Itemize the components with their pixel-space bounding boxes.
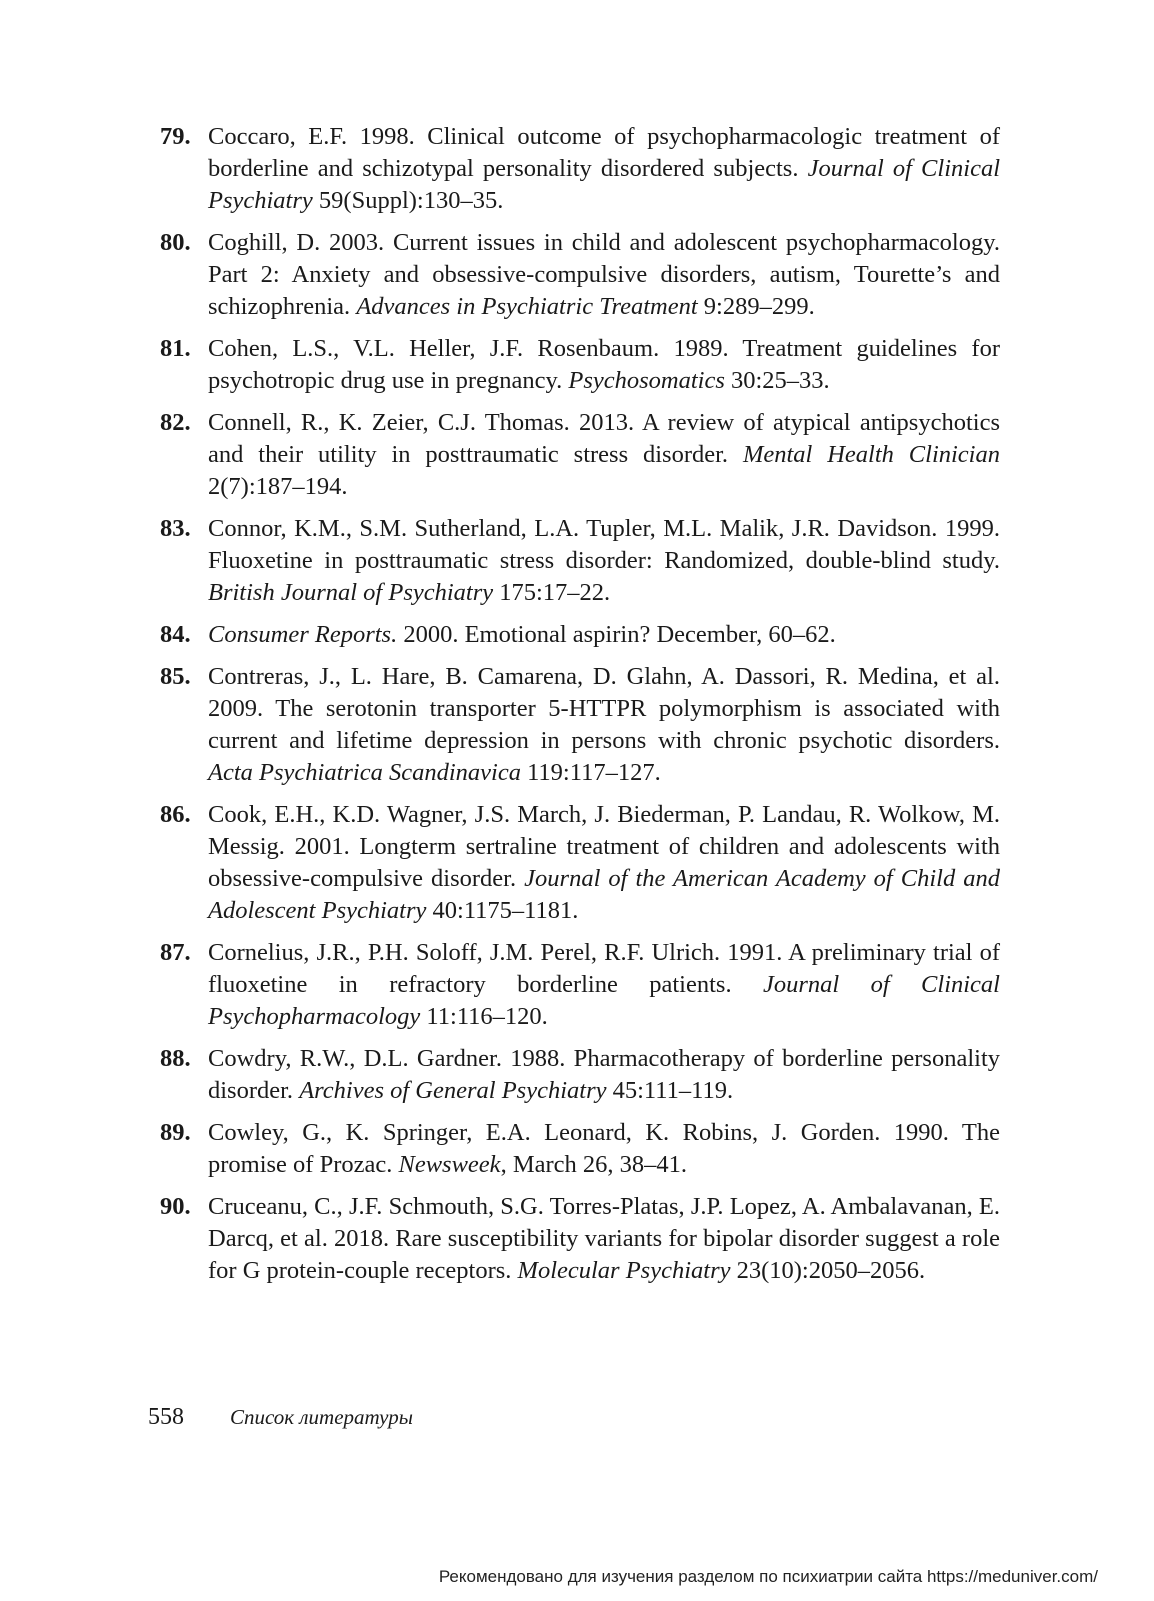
reference-text: Cowley, G., K. Springer, E.A. Leonard, K. Robins, J. Gorden. 1990. The promise of Prozac. [208,1119,1000,1178]
reference-number: 79. [160,123,191,150]
reference-journal: Acta Psychiatrica Scandinavica [208,759,521,786]
reference-text: Coccaro, E.F. 1998. Clinical outcome of psychopharmacologic treatment of borderline and schizotypal personality disordered subjects. [208,123,1000,182]
reference-journal: Journal of Clinical Psychopharmacology [208,971,1000,1030]
reference-text: Connell, R., K. Zeier, C.J. Thomas. 2013. A review of atypical antipsychotics and their utility in posttraumatic stress disorder. [208,409,1000,468]
reference-citation: 119:117–127. [520,759,661,786]
reference-entry [160,407,1000,503]
reference-citation: 30:25–33. [724,367,830,394]
reference-journal: Archives of General Psychiatry [299,1077,607,1104]
reference-entry [160,1117,1000,1181]
reference-citation: 175:17–22. [493,579,611,606]
reference-entry [160,661,1000,789]
reference-text: Contreras, J., L. Hare, B. Camarena, D. Glahn, A. Dassori, R. Medina, et al. 2009. The serotonin transporter 5-HTTPR polymorphism is associated with current and lifetime depression in persons with chronic psychotic disorders. [208,663,1000,754]
reference-journal: Journal of the American Academy of Child and Adolescent Psychiatry [208,865,1000,924]
page-number: 558 [148,1404,184,1430]
reference-entry [160,227,1000,323]
reference-text: Cruceanu, C., J.F. Schmouth, S.G. Torres-Platas, J.P. Lopez, A. Ambalavanan, E. Darcq, et al. 2018. Rare susceptibility variants for bipolar disorder suggest a role for G protein-couple receptors. [208,1193,1000,1284]
reference-citation: 40:1175–1181. [426,897,579,924]
reference-entry [160,619,1000,651]
reference-citation: 11:116–120. [420,1003,548,1030]
reference-citation: 23(10):2050–2056. [730,1257,926,1284]
reference-number: 88. [160,1045,191,1072]
reference-text: Connor, K.M., S.M. Sutherland, L.A. Tupler, M.L. Malik, J.R. Davidson. 1999. Fluoxetine in posttraumatic stress disorder: Randomized, double-blind study. [208,515,1000,574]
reference-text: Cohen, L.S., V.L. Heller, J.F. Rosenbaum. 1989. Treatment guidelines for psychotropic drug use in pregnancy. [208,335,1000,394]
reference-journal: Journal of Clinical Psychiatry [208,155,1000,214]
reference-journal: British Journal of Psychiatry [208,579,494,606]
reference-text: Coghill, D. 2003. Current issues in child and adolescent psychopharmacology. Part 2: Anxiety and obsessive-compulsive disorders, autism, Tourette’s and schizophrenia. [208,229,1000,320]
reference-text: Cornelius, J.R., P.H. Soloff, J.M. Perel, R.F. Ulrich. 1991. A preliminary trial of fluoxetine in refractory borderline patients. [208,939,1000,998]
reference-journal: Newsweek [398,1151,501,1178]
reference-citation: 59(Suppl):130–35. [312,187,504,214]
reference-journal: Molecular Psychiatry [517,1257,731,1284]
reference-number: 81. [160,335,191,362]
running-head: Список литературы [230,1405,413,1429]
reference-citation: 2000. Emotional aspirin? December, 60–62. [397,621,836,648]
reference-citation: , March 26, 38–41. [500,1151,688,1178]
reference-number: 82. [160,409,191,436]
reference-entry [160,333,1000,397]
site-watermark: Рекомендовано для изучения разделом по психиатрии сайта https://meduniver.com/ [438,1567,1098,1586]
reference-text: Cook, E.H., K.D. Wagner, J.S. March, J. Biederman, P. Landau, R. Wolkow, M. Messig. 2001. Longterm sertraline treatment of children and adolescents with obsessive-compulsive disorder. [208,801,1000,892]
reference-entry [160,799,1000,927]
reference-number: 90. [160,1193,191,1220]
reference-entry [160,121,1000,217]
reference-citation: 9:289–299. [697,293,815,320]
reference-text: Cowdry, R.W., D.L. Gardner. 1988. Pharmacotherapy of borderline personality disorder. [208,1045,1000,1104]
reference-number: 85. [160,663,191,690]
reference-number: 83. [160,515,191,542]
reference-entry [160,1191,1000,1287]
reference-number: 87. [160,939,191,966]
reference-number: 86. [160,801,191,828]
reference-citation: 2(7):187–194. [208,473,348,500]
reference-journal: Consumer Reports. [208,621,398,648]
reference-list [160,121,1000,1297]
reference-journal: Mental Health Clinician [742,441,1000,468]
reference-entry [160,1043,1000,1107]
reference-journal: Psychosomatics [568,367,725,394]
reference-citation: 45:111–119. [606,1077,734,1104]
reference-number: 80. [160,229,191,256]
reference-entry [160,513,1000,609]
reference-journal: Advances in Psychiatric Treatment [356,293,698,320]
reference-number: 84. [160,621,191,648]
page-footer [148,1401,413,1433]
reference-number: 89. [160,1119,191,1146]
reference-entry [160,937,1000,1033]
